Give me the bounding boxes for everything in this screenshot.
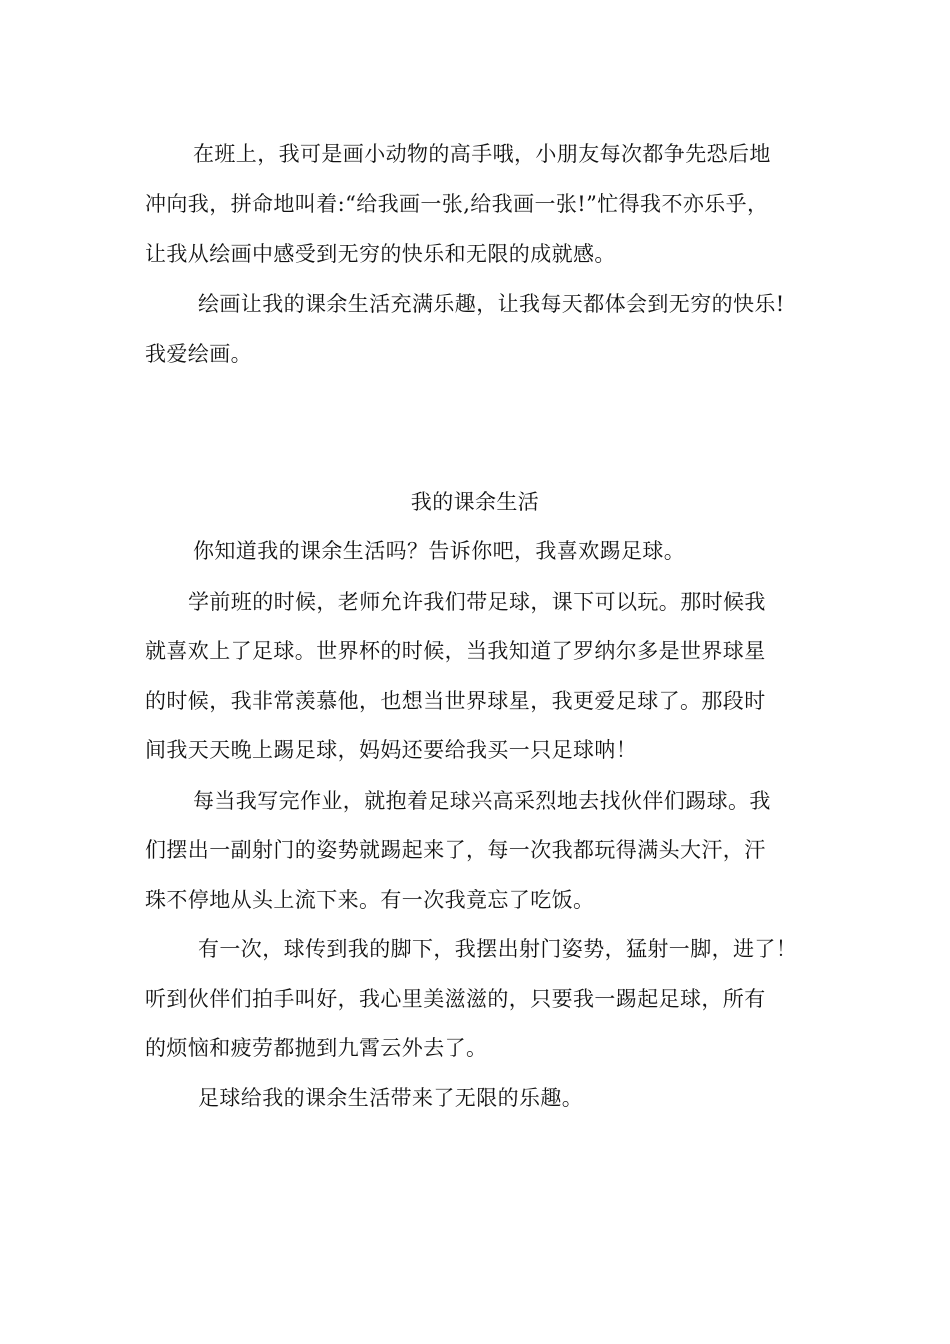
essay-paragraph-3-line-1: 每当我写完作业，就抱着足球兴高采烈地去找伙伴们踢球。我 <box>193 789 771 813</box>
essay-paragraph-2-line-2: 就喜欢上了足球。世界杯的时候，当我知道了罗纳尔多是世界球星 <box>145 639 766 663</box>
paragraph-2-line-1: 绘画让我的课余生活充满乐趣，让我每天都体会到无穷的快乐! <box>198 292 785 316</box>
essay-paragraph-3-line-2: 们摆出一副射门的姿势就踢起来了，每一次我都玩得满头大汗，汗 <box>145 838 766 862</box>
essay-paragraph-5-line-1: 足球给我的课余生活带来了无限的乐趣。 <box>198 1086 584 1110</box>
paragraph-2-line-2: 我爱绘画。 <box>145 342 252 366</box>
essay-title: 我的课余生活 <box>410 490 540 514</box>
essay-paragraph-3-line-3: 珠不停地从头上流下来。有一次我竟忘了吃饭。 <box>145 888 595 912</box>
essay-paragraph-1-line-1: 你知道我的课余生活吗？告诉你吧，我喜欢踢足球。 <box>193 539 686 563</box>
paragraph-1-line-1: 在班上，我可是画小动物的高手哦，小朋友每次都争先恐后地 <box>193 142 771 166</box>
essay-paragraph-4-line-3: 的烦恼和疲劳都抛到九霄云外去了。 <box>145 1036 488 1060</box>
paragraph-1-line-3: 让我从绘画中感受到无穷的快乐和无限的成就感。 <box>145 242 616 266</box>
essay-paragraph-2-line-1: 学前班的时候，老师允许我们带足球，课下可以玩。那时候我 <box>188 590 766 614</box>
essay-paragraph-2-line-3: 的时候，我非常羡慕他，也想当世界球星，我更爱足球了。那段时 <box>145 689 766 713</box>
paragraph-1-line-2: 冲向我，拼命地叫着:“给我画一张,给我画一张!”忙得我不亦乐乎， <box>145 192 769 216</box>
essay-paragraph-4-line-1: 有一次，球传到我的脚下，我摆出射门姿势，猛射一脚，进了！ <box>198 937 798 961</box>
essay-paragraph-4-line-2: 听到伙伴们拍手叫好，我心里美滋滋的，只要我一踢起足球，所有 <box>145 987 766 1011</box>
essay-paragraph-2-line-4: 间我天天晚上踢足球，妈妈还要给我买一只足球呐！ <box>145 738 638 762</box>
